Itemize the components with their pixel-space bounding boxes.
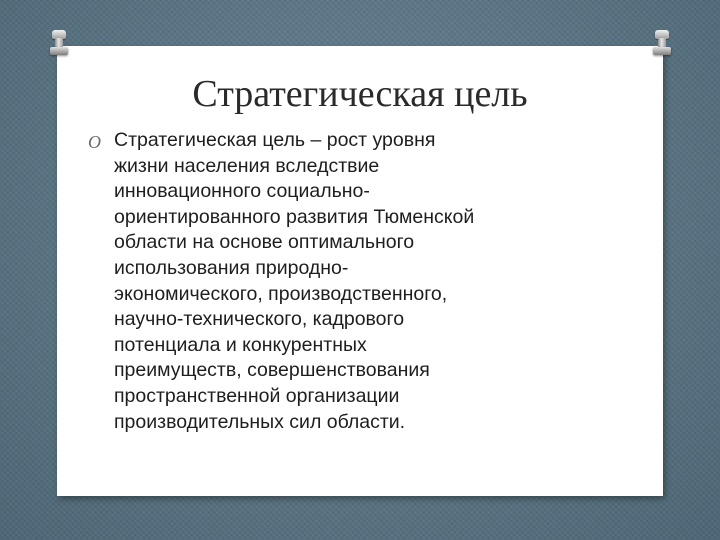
bullet-line: Стратегическая цель – рост уровня (114, 129, 436, 151)
slide-title: Стратегическая цель (192, 73, 528, 115)
bullet-line: научно-технического, кадрового (114, 308, 405, 331)
bullet-item (88, 128, 574, 435)
bullet-line: инновационного социально- (114, 180, 370, 203)
bullet-line: производительных сил области. (114, 410, 406, 433)
pushpin-icon (50, 30, 68, 56)
bullet-line: потенциала и конкурентных (114, 333, 367, 356)
bullet-line: экономического, производственного, (114, 282, 448, 305)
bullet-line: жизни населения вследствие (114, 154, 380, 177)
bullet-line: ориентированного развития Тюменской (114, 205, 475, 228)
bullet-line: использования природно- (114, 256, 349, 279)
bullet-line: преимуществ, совершенствования (114, 359, 430, 382)
bullet-marker: O (88, 132, 101, 152)
pushpin-icon (653, 30, 671, 56)
bullet-line: пространственной организации (114, 384, 400, 407)
bullet-text (114, 128, 574, 435)
slide-paper (57, 46, 663, 496)
bullet-line: области на основе оптимального (114, 231, 415, 254)
